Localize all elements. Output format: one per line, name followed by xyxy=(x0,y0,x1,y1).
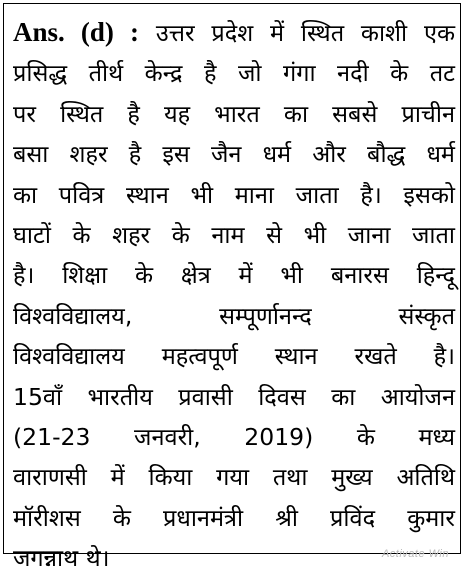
answer-text-line: वाराणसी में किया गया तथा मुख्य अतिथि xyxy=(13,463,455,492)
answer-text-line: 15वाँ भारतीय प्रवासी दिवस का आयोजन xyxy=(13,382,455,411)
answer-text-line: विश्वविद्यालय, सम्पूर्णानन्द संस्कृत xyxy=(13,301,455,330)
answer-text-line: घाटों के शहर के नाम से भी जाना जाता xyxy=(13,221,455,250)
answer-label: Ans. (d) : xyxy=(13,17,139,47)
answer-text-line: पर स्थित है यह भारत का सबसे प्राचीन xyxy=(13,99,455,128)
answer-paragraph xyxy=(13,12,455,579)
answer-box xyxy=(3,3,461,573)
answer-line-1 xyxy=(13,12,455,53)
answer-text-line: बसा शहर है इस जैन धर्म और बौद्ध धर्म xyxy=(13,140,455,169)
answer-text-line: का पवित्र स्थान भी माना जाता है। इसको xyxy=(13,180,455,209)
answer-text-line: जगन्नाथ थे। xyxy=(13,544,110,573)
answer-text-line: विश्वविद्यालय महत्वपूर्ण स्थान रखते है। xyxy=(13,342,455,371)
watermark-text: Activate Win xyxy=(381,548,449,560)
answer-text-line: (21-23 जनवरी, 2019) के मध्य xyxy=(13,423,455,452)
answer-text-line: है। शिक्षा के क्षेत्र में भी बनारस हिन्दू xyxy=(13,261,455,290)
answer-text-line: प्रसिद्ध तीर्थ केन्द्र है जो गंगा नदी के तट xyxy=(13,59,455,88)
answer-text-line: मॉरीशस के प्रधानमंत्री श्री प्रविंद कुमार xyxy=(13,503,455,532)
answer-text-line: उत्तर प्रदेश में स्थित काशी एक xyxy=(155,19,455,47)
